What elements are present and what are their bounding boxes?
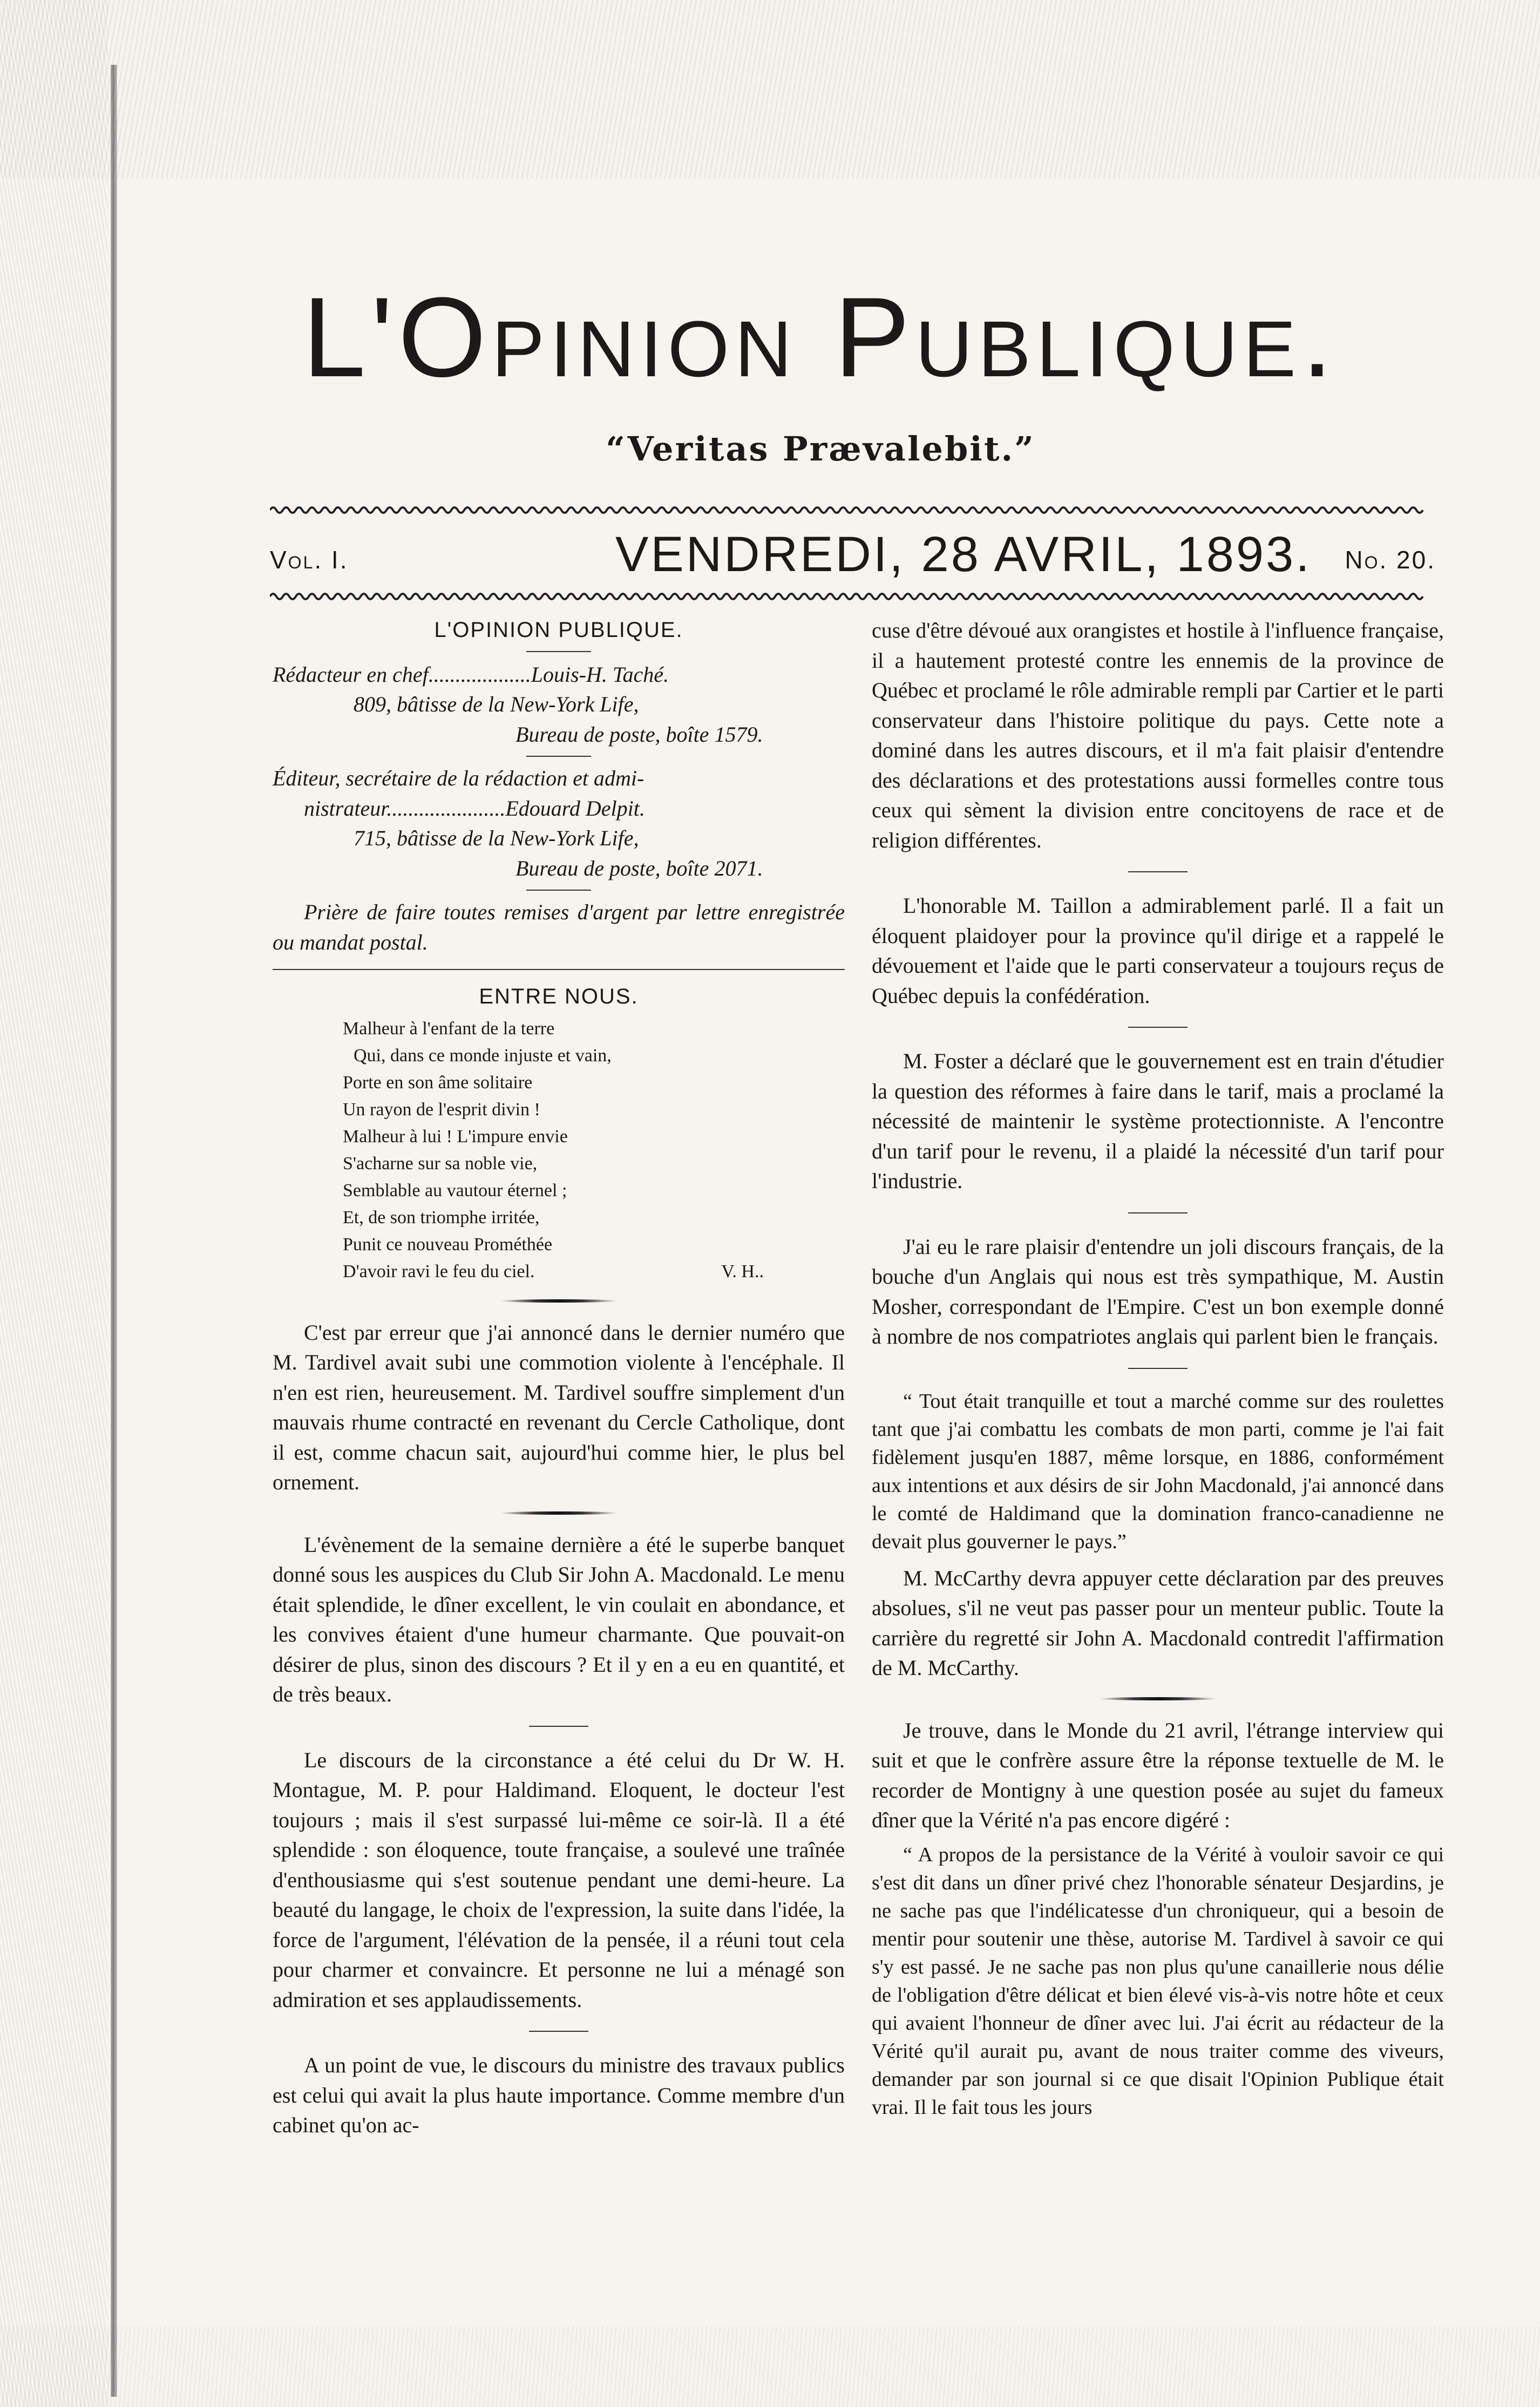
column-left [273,615,845,2140]
short-rule [529,1726,588,1727]
poem-line: Et, de son triomphe irritée, [343,1207,540,1228]
editorial-box [273,615,845,957]
newspaper-motto: “Veritas Prævalebit.” [606,429,1035,469]
column-right [872,615,1444,2121]
short-rule [1128,871,1188,872]
ornament-rule [499,1299,618,1303]
short-rule [1128,1027,1188,1028]
poem-last-line [343,1258,764,1285]
article-paragraph: cuse d'être dévoué aux orangistes et hostile à l'influence française, il a hautement protesté contre les ennemis de la province de Québec et proclamé le rôle admirable rempli par Cartier et le parti conservateur dans l'histoire politique du pays. Cette note a dominé dans les autres discours, et il m'a fait plaisir d'entendre des déclarations et des protestations aussi formelles contre tous ceux qui sèment la division entre concitoyens de race et de religion différentes. [872,618,1444,852]
poem-line: D'avoir ravi le feu du ciel. [343,1261,535,1282]
poem-line: Semblable au vautour éternel ; [343,1180,567,1201]
volume-label: Vol. I. [270,546,349,574]
poem-signature: V. H.. [721,1261,764,1282]
divider [526,890,591,891]
article-paragraph: J'ai eu le rare plaisir d'entendre un joli discours français, de la bouche d'un Anglais qui nous est très sympathique, M. Austin Mosher, correspondant de l'Empire. C'est un bon exemple donné à nombre de nos compatriotes anglais qui parlent bien le français. [872,1234,1444,1348]
quoted-paragraph: “ Tout était tranquille et tout a marché comme sur des roulettes tant que j'ai combattu les combats de mon parti, comme je l'ai fait fidèlement jusqu'en 1887, même lorsque, en 1886, conformément aux intentions et aux désirs de sir John Macdonald, j'ai annoncé dans le comté de Haldimand que la domination franco-canadienne ne devait plus gouverner le pays.” [872,1389,1444,1553]
editorial-box-heading: L'OPINION PUBLIQUE. [434,618,683,642]
wavy-rule-bottom [270,588,1425,605]
publisher-role-cont: nistrateur [304,796,387,821]
article-paragraph: L'évènement de la semaine dernière a été le superbe banquet donné sous les auspices du Club Sir John A. Macdonald. Le menu était splendide, le dîner excellent, le vin coulait en abondance, et les convives étaient d'une humeur charmante. Que pouvait-on désirer de plus, sinon des discours ? Et il y en a eu en quantité, et de très beaux. [273,1532,845,1706]
article-paragraph: Le discours de la circonstance a été celui du Dr W. H. Montague, M. P. pour Haldimand. Eloquent, le docteur l'est toujours ; mais il s'est surpassé lui-même ce soir-là. Il a été splendide : son éloquence, toute française, a soulevé une traînée d'enthousiasme qui s'est soutenue pendant une demi-heure. La beauté du langage, le choix de l'expression, la suite dans l'idée, la force de l'argument, l'élévation de la pensée, il a réuni tout cela pour charmer et convaincre. Et personne ne lui a ménagé son admiration et ses applaudissements. [273,1747,845,2012]
article-paragraph: C'est par erreur que j'ai annoncé dans le dernier numéro que M. Tardivel avait subi une commotion violente à l'encéphale. Il n'en est rien, heureusement. M. Tardivel souffre simplement d'un mauvais rhume contracté en revenant du Cercle Catholique, dont il est, comme chacun sait, aujourd'hui comme hier, le plus bel ornement. [273,1320,845,1494]
poem-line: Un rayon de l'esprit divin ! [343,1099,540,1120]
issue-date: VENDREDI, 28 AVRIL, 1893. [615,527,1312,582]
leader-dots: ...................... [386,796,506,821]
wavy-rule-top [270,502,1425,518]
paper-texture-top [0,0,1540,178]
divider [526,651,591,652]
short-rule [529,2031,588,2032]
quoted-paragraph: “ A propos de la persistance de la Vérité à vouloir savoir ce qui s'est dit dans un dîner privé chez l'honorable sénateur Desjardins, je ne sache pas que l'indélicatesse d'un chroniqueur, qui a besoin de mentir pour soutenir une thèse, autorise M. Tardivel à savoir ce qui s'y est passé. Je ne sache pas non plus qu'une canaillerie nous délie de l'obligation d'être délicat et bien élevé vis-à-vis notre hôte et ceux qui avaient l'honneur de dîner avec lui. J'ai écrit au rédacteur de la Vérité qu'il aurait pu, avant de nous traiter comme des viveurs, demander par son journal si ce que disait l'Opinion Publique était vrai. Il le fait tous les jours [872,1843,1444,2119]
poem-line: Punit ce nouveau Prométhée [343,1234,553,1255]
newspaper-title: L'Opinion Publique. [302,274,1339,401]
publisher-role: Éditeur, secrétaire de la rédaction et admi- [273,766,645,790]
publisher-address-1: 715, bâtisse de la New-York Life, [354,826,639,850]
section-rule [273,969,845,970]
short-rule [1128,1368,1188,1369]
dateline [270,526,1436,586]
ornament-rule [499,1511,618,1515]
leader-dots: ................... [428,662,531,687]
editor-address-1: 809, bâtisse de la New-York Life, [354,692,639,716]
ornament-rule [1098,1697,1217,1700]
poem-line: S'acharne sur sa noble vie, [343,1153,538,1174]
editor-address-2: Bureau de poste, boîte 1579. [515,722,763,747]
poem-line: Porte en son âme solitaire [343,1072,533,1093]
payment-notice: Prière de faire toutes remises d'argent par lettre enregistrée ou mandat postal. [273,900,845,954]
article-paragraph: M. McCarthy devra appuyer cette déclaration par des preuves absolues, s'il ne veut pas passer pour un menteur public. Toute la carrière du regretté sir John A. Macdonald contredit l'affirmation de M. McCarthy. [872,1565,1444,1680]
poem-line: Malheur à l'enfant de la terre [343,1018,555,1039]
paper-texture-left [0,0,108,2407]
editor-role: Rédacteur en chef [273,662,429,687]
issue-number: No. 20. [1345,546,1436,574]
editor-name: Louis-H. Taché. [531,662,669,687]
article-paragraph: Je trouve, dans le Monde du 21 avril, l'étrange interview qui suit et que le confrère assure être la réponse textuelle de M. le recorder de Montigny à une question posée au sujet du fameux dîner que la Vérité n'a pas encore digéré : [872,1718,1444,1832]
publisher-address-2: Bureau de poste, boîte 2071. [515,856,763,880]
article-paragraph: L'honorable M. Taillon a admirablement parlé. Il a fait un éloquent plaidoyer pour la province qu'il dirige et a rappelé le dévouement et l'aide que le parti conservateur a toujours reçus de Québec depuis la confédération. [872,893,1444,1008]
poem-line: Malheur à lui ! L'impure envie [343,1126,568,1147]
poem-line: Qui, dans ce monde injuste et vain, [354,1045,612,1066]
editor-line [273,660,845,690]
binding-spine [111,65,117,2397]
publisher-line [273,794,845,824]
publisher-name: Edouard Delpit. [505,796,645,821]
divider [526,756,591,757]
short-rule [1128,1212,1188,1213]
article-paragraph: M. Foster a déclaré que le gouvernement est en train d'étudier la question des réformes à faire dans le tarif, mais a proclamé la nécessité de maintenir le système protectionniste. A l'encontre d'un tarif pour le revenu, il a plaidé la nécessité d'un tarif pour l'industrie. [872,1049,1444,1193]
article-paragraph: A un point de vue, le discours du ministre des travaux publics est celui qui avait la plus haute importance. Comme membre d'un cabinet qu'on ac- [273,2053,845,2137]
paper-texture-bottom [0,2327,1540,2407]
poem [343,1015,845,1285]
poem-title: ENTRE NOUS. [479,985,639,1008]
